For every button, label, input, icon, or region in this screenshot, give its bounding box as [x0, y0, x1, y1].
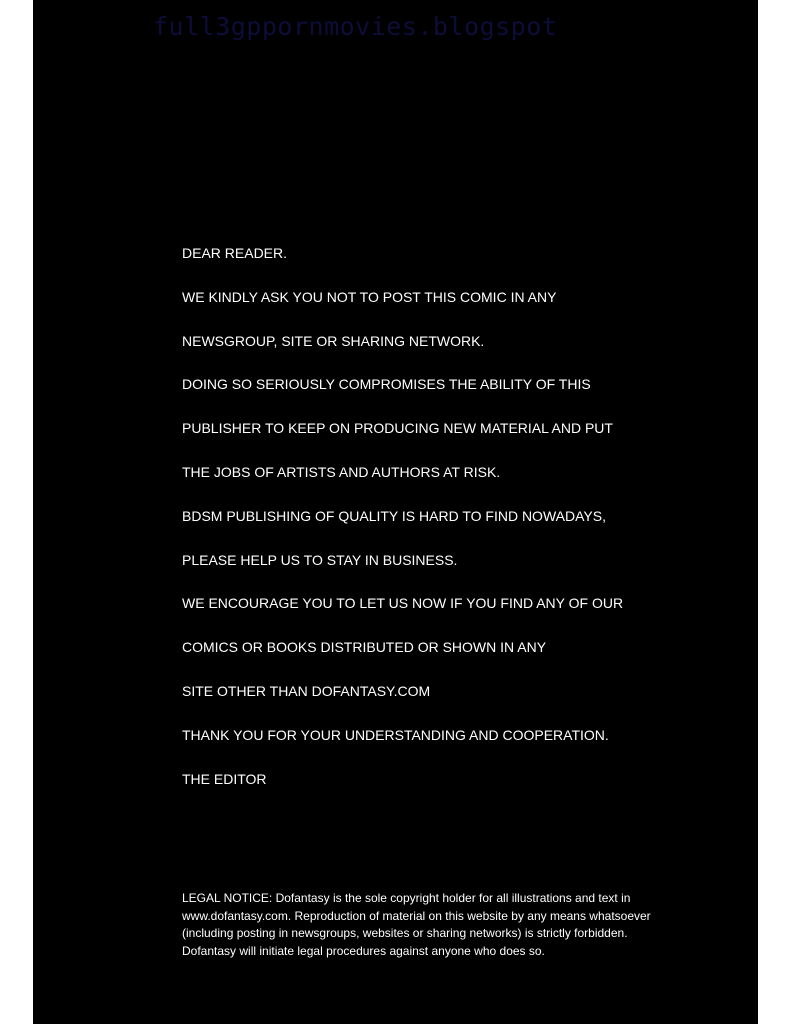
letter-line: THE JOBS OF ARTISTS AND AUTHORS AT RISK.	[182, 463, 501, 480]
letter-line: THANK YOU FOR YOUR UNDERSTANDING AND COOPERATION.	[182, 726, 609, 743]
letter-line: COMICS OR BOOKS DISTRIBUTED OR SHOWN IN ANY	[182, 639, 547, 656]
legal-procedures-text: Dofantasy will initiate legal procedures against anyone who does so.	[182, 943, 545, 958]
reader-letter	[182, 242, 623, 811]
letter-line: BDSM PUBLISHING OF QUALITY IS HARD TO FIND NOWADAYS,	[182, 507, 606, 524]
legal-notice-text: LEGAL NOTICE: Dofantasy is the sole copyright holder for all illustrations and text in www.dofantasy.com. Reproduction of material on this website by any means whatsoever (including posting in newsgroups, websites or sharing networks) is strictly forbidden.	[182, 891, 651, 940]
letter-line: WE KINDLY ASK YOU NOT TO POST THIS COMIC IN ANY	[182, 288, 557, 305]
letter-line: NEWSGROUP, SITE OR SHARING NETWORK.	[182, 332, 485, 349]
letter-line: PLEASE HELP US TO STAY IN BUSINESS.	[182, 551, 458, 568]
watermark-text: full3gppornmovies.blogspot	[153, 12, 558, 41]
document-page	[33, 0, 758, 1024]
letter-line: WE ENCOURAGE YOU TO LET US NOW IF YOU FIND ANY OF OUR	[182, 595, 624, 612]
legal-notice	[182, 890, 702, 960]
letter-line: PUBLISHER TO KEEP ON PRODUCING NEW MATERIAL AND PUT	[182, 420, 613, 437]
letter-signature: THE EDITOR	[182, 770, 267, 787]
letter-line: DEAR READER.	[182, 245, 288, 261]
letter-line: DOING SO SERIOUSLY COMPROMISES THE ABILITY OF THIS	[182, 376, 591, 393]
letter-line: SITE OTHER THAN DOFANTASY.COM	[182, 682, 431, 699]
